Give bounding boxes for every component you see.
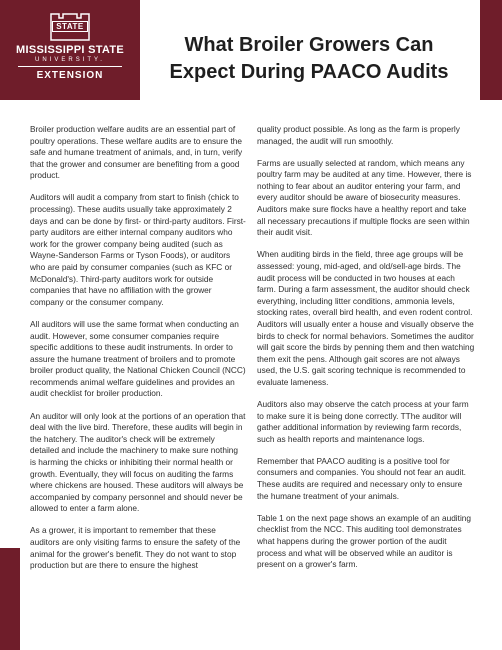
logo-state-word: STATE [52,21,88,32]
paragraph: Broiler production welfare audits are an essential part of poultry operations. These welfare audits are to ensure the safe and humane treatment of animals, and, in turn, verify that the grower and consumer are benefiting from a good product. [30,124,243,181]
paragraph: quality product possible. As long as the farm is properly managed, the audit will run smoothly. [257,124,460,146]
logo-university-word: UNIVERSITY. [35,57,105,63]
msu-extension-logo [0,12,140,81]
state-seal-icon [47,12,93,42]
logo-extension-label: EXTENSION [36,70,104,81]
paragraph: When auditing birds in the field, three age groups will be assessed: young, mid-aged, and old/sell-age birds. The audit process will be conducted in two houses at each farm. During a farm assessment, the auditor should check everything, including litter conditions, ammonia levels, stocking rates, overall bird health, and even rodent control. Auditors will usually enter a house and visually observe the birds to check for normal behaviors. Sometimes the auditor will gait score the birds by penning them and then watching them exit the pens. Although gait scores are not always used, the U.S. gait scoring technique is recommended to evaluate lameness. [257,249,475,387]
paragraph: Remember that PAACO auditing is a positive tool for consumers and companies. You should not fear an audit. These audits are required and necessary only to ensure the humane treatment of your animals. [257,455,466,501]
header-maroon-band [0,0,140,100]
title-line-1: What Broiler Growers Can [184,34,434,56]
logo-university-name: MISSISSIPPI STATE [16,44,124,56]
left-edge-accent [0,548,20,650]
left-column [30,124,246,582]
title-line-2: Expect During PAACO Audits [169,61,449,83]
paragraph: Auditors will audit a company from start to finish (chick to processing). These audits usually take approximately 2 days and can be done by first- or third-party auditors. First-party auditors are either internal company auditors who work for the grower company being audited (such as Wayne-Sanderson Farms or Tyson Foods), or auditors who are paid by consumer companies (such as KFC or McDonald's). Third-party auditors work for outside companies that have no affiliation with the grower company or the consumer company. [30,192,246,307]
page-title [150,32,468,86]
logo-divider [18,66,122,67]
paragraph: Table 1 on the next page shows an example of an auditing checklist from the NCC. This auditing tool demonstrates what happens during the grower portion of the audit process and what will be observed while an auditor is present on a grower's farm. [257,512,472,570]
paragraph: All auditors will use the same format when conducting an audit. However, some consumer companies require specific additions to these audit instruments. In order to assure the humane treatment of broilers and to promote broiler product quality, the National Chicken Council (NCC) recommends animal welfare guidelines and provides an audit checklist for broiler production. [30,318,246,399]
right-column [257,124,475,581]
paragraph: Auditors also may observe the catch process at your farm to make sure it is being done correctly. TThe auditor will gather additional information by reviewing farm records, such as health reports and maintenance logs. [257,398,469,444]
paragraph: Farms are usually selected at random, which means any poultry farm may be audited at any time. However, there is nothing to fear about an auditor entering your farm, and every auditor should be aware of biosecurity measures. Auditors make sure flocks have a healthy report and take all necessary precautions if multiple flocks are seen within their audit visit. [257,157,472,238]
paragraph: As a grower, it is important to remember that these auditors are only visiting farms to ensure the safety of the animal for the grower's benefit. They do not want to stop production but are there to ensure the highest [30,525,241,571]
paragraph: An auditor will only look at the portions of an operation that deal with the live bird. Therefore, these audits will begin in the hatchery. The auditor's check will be extremely detailed and include the machinery to make sure nothing is harming the chicks or inhibiting their normal health or growth. Eventually, they will focus on auditing the farms where chickens are housed. These auditors will always be accompanied by company personnel and should never be allowed to enter a farm alone. [30,410,246,514]
header-right-accent [480,0,502,100]
